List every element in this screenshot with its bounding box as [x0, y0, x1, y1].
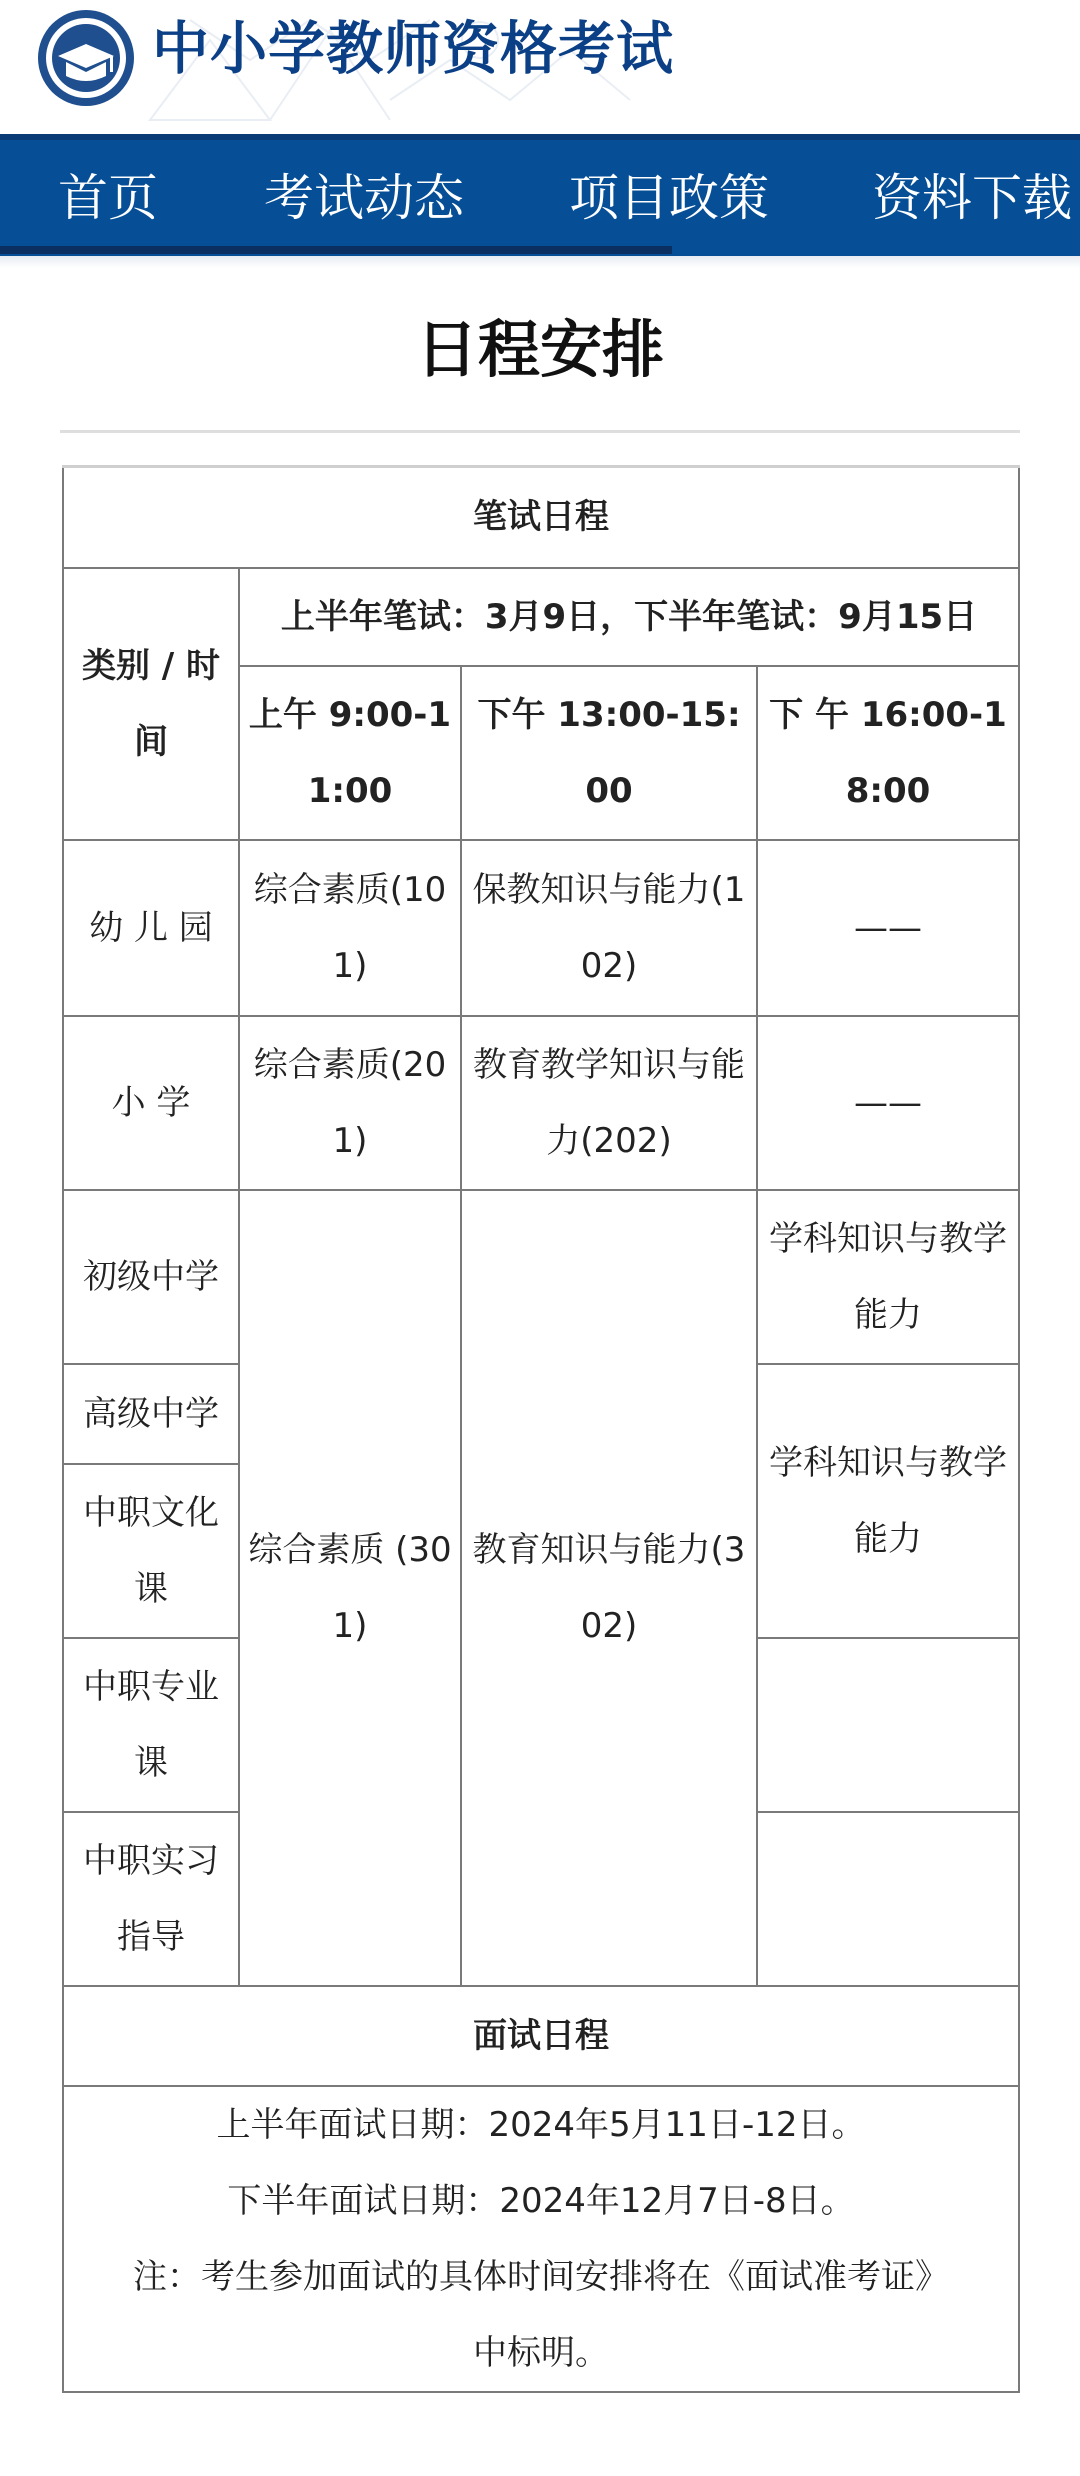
- interview-heading-row: [63, 1986, 1019, 2086]
- category-vocational-practice: 中职实习指导: [63, 1812, 239, 1986]
- logo-icon: [36, 8, 136, 108]
- session-evening: 下 午 16:00-18:00: [757, 666, 1019, 840]
- secondary-afternoon-subject: 教育知识与能力(302): [461, 1190, 757, 1986]
- category-time-header: 类别 / 时间: [63, 568, 239, 840]
- title-divider: [60, 430, 1020, 433]
- site-title[interactable]: 中小学教师资格考试: [152, 16, 674, 82]
- category-junior-high: 初级中学: [63, 1190, 239, 1364]
- junior-high-evening-subject: 学科知识与教学能力: [757, 1190, 1019, 1364]
- primary-afternoon-subject: 教育教学知识与能力(202): [461, 1016, 757, 1190]
- site-header: [0, 0, 1080, 134]
- written-dates: 上半年笔试：3月9日，下半年笔试：9月15日: [239, 568, 1019, 666]
- nav-item-home[interactable]: 首页: [58, 169, 158, 227]
- vocational-practice-evening-subject: [757, 1812, 1019, 1986]
- schedule-table: [62, 465, 1020, 2393]
- interview-body-row: [63, 2086, 1019, 2392]
- written-schedule-heading: 笔试日程: [63, 467, 1019, 568]
- category-kindergarten: 幼 儿 园: [63, 840, 239, 1016]
- written-heading-row: [63, 467, 1019, 568]
- nav-item-project-policy[interactable]: 项目政策: [569, 169, 769, 227]
- interview-first-half-date: 上半年面试日期：2024年5月11日-12日。: [216, 2104, 866, 2145]
- category-vocational-culture: 中职文化课: [63, 1464, 239, 1638]
- session-afternoon: 下午 13:00-15:00: [461, 666, 757, 840]
- senior-high-evening-subject: 学科知识与教学能力: [757, 1364, 1019, 1638]
- nav-shadow: [0, 256, 1080, 268]
- vocational-major-evening-subject: [757, 1638, 1019, 1812]
- row-kindergarten: [63, 840, 1019, 1016]
- row-junior-high: [63, 1190, 1019, 1364]
- interview-note: 注：考生参加面试的具体时间安排将在《面试准考证》中标明。: [133, 2256, 949, 2373]
- main-nav: [0, 134, 1080, 256]
- interview-second-half-date: 下半年面试日期：2024年12月7日-8日。: [227, 2180, 855, 2221]
- interview-schedule-heading: 面试日程: [63, 1986, 1019, 2086]
- secondary-morning-subject: 综合素质 (301): [239, 1190, 461, 1986]
- kindergarten-morning-subject: 综合素质(101): [239, 840, 461, 1016]
- page-title: 日程安排: [415, 313, 664, 386]
- session-morning: 上午 9:00-11:00: [239, 666, 461, 840]
- nav-item-downloads[interactable]: 资料下载: [872, 169, 1072, 227]
- category-senior-high: 高级中学: [63, 1364, 239, 1464]
- row-primary: [63, 1016, 1019, 1190]
- category-vocational-major: 中职专业课: [63, 1638, 239, 1812]
- nav-active-indicator: [0, 246, 672, 254]
- interview-details: [63, 2086, 1019, 2392]
- kindergarten-afternoon-subject: 保教知识与能力(102): [461, 840, 757, 1016]
- written-dates-row: [63, 568, 1019, 666]
- primary-evening-subject: ——: [757, 1016, 1019, 1190]
- kindergarten-evening-subject: ——: [757, 840, 1019, 1016]
- nav-item-exam-news[interactable]: 考试动态: [264, 169, 464, 227]
- primary-morning-subject: 综合素质(201): [239, 1016, 461, 1190]
- category-primary: 小 学: [63, 1016, 239, 1190]
